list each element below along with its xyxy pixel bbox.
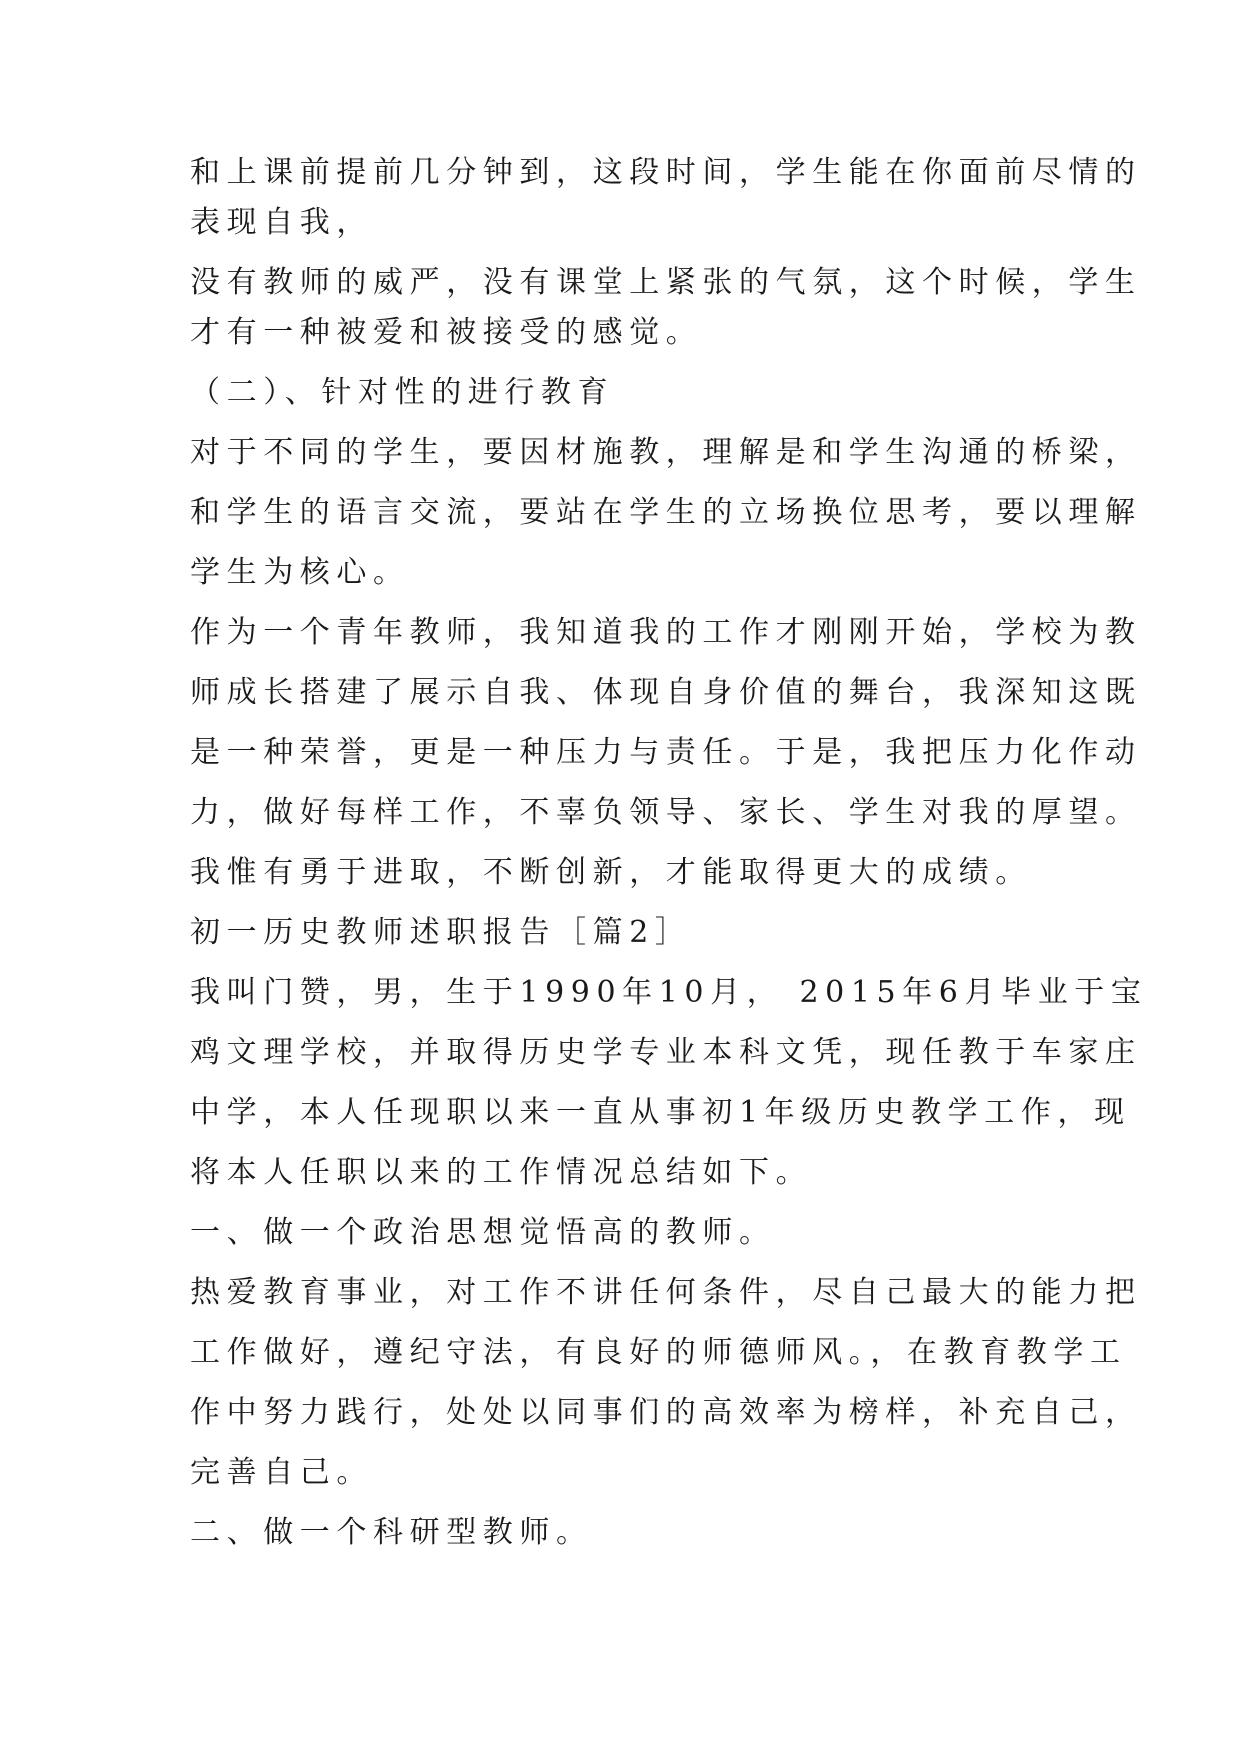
text-line: 中学，本人任现职以来一直从事初1年级历史教学工作，现 — [190, 1095, 1131, 1130]
text-line: 作为一个青年教师，我知道我的工作才刚刚开始，学校为教 — [190, 615, 1142, 650]
section-heading: （二）、针对性的进行教育 — [190, 375, 615, 410]
text-line: 学生为核心。 — [190, 555, 410, 590]
text-line: 师成长搭建了展示自我、体现自身价值的舞台，我深知这既 — [190, 675, 1142, 710]
text-line: 热爱教育事业，对工作不讲任何条件，尽自己最大的能力把 — [190, 1275, 1142, 1310]
text-line: 和学生的语言交流，要站在学生的立场换位思考，要以理解 — [190, 495, 1142, 530]
text-line: 才有一种被爱和被接受的感觉。 — [190, 315, 703, 350]
text-line: 我叫门赞，男，生于1990年10月， 2015年6月毕业于宝 — [190, 975, 1148, 1010]
text-line: 工作做好，遵纪守法，有良好的师德师风。，在教育教学工 — [190, 1335, 1127, 1370]
text-line: 完善自己。 — [190, 1455, 373, 1490]
text-line: 鸡文理学校，并取得历史学专业本科文凭，现任教于车家庄 — [190, 1035, 1142, 1070]
text-line: 没有教师的威严，没有课堂上紧张的气氛，这个时候，学生 — [190, 265, 1142, 300]
text-line: 表现自我， — [190, 205, 373, 240]
text-line: 将本人任职以来的工作情况总结如下。 — [190, 1155, 813, 1190]
section-heading: 一、做一个政治思想觉悟高的教师。 — [190, 1215, 776, 1250]
document-body — [190, 155, 1148, 1578]
text-line: 是一种荣誉，更是一种压力与责任。于是，我把压力化作动 — [190, 735, 1142, 770]
section-heading: 二、做一个科研型教师。 — [190, 1515, 593, 1550]
report-title: 初一历史教师述职报告［篇2］ — [190, 915, 692, 950]
text-line: 我惟有勇于进取，不断创新，才能取得更大的成绩。 — [190, 855, 1032, 890]
text-line: 对于不同的学生，要因材施教，理解是和学生沟通的桥梁， — [190, 435, 1142, 470]
text-line: 作中努力践行，处处以同事们的高效率为榜样，补充自己， — [190, 1395, 1142, 1430]
text-line: 力，做好每样工作，不辜负领导、家长、学生对我的厚望。 — [190, 795, 1142, 830]
text-line: 和上课前提前几分钟到，这段时间，学生能在你面前尽情的 — [190, 155, 1142, 190]
